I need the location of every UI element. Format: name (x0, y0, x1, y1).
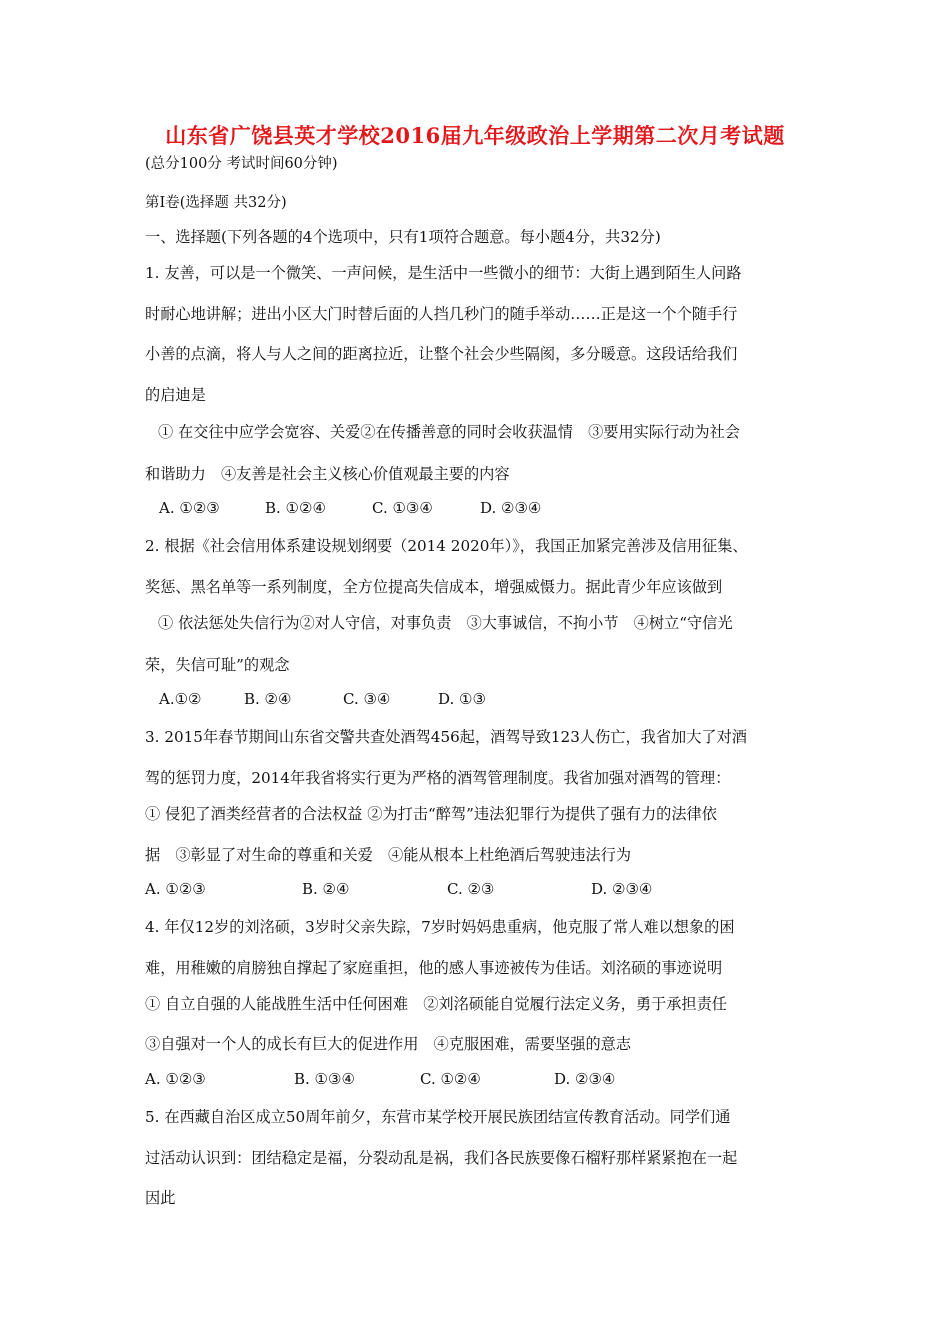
option-a: A. ①②③ (145, 880, 206, 898)
exam-info: (总分100分 考试时间60分钟) (145, 156, 338, 172)
question-1-text: 小善的点滴，将人与人之间的距离拉近，让整个社会少些隔阂，多分暖意。这段话给我们 (145, 345, 738, 363)
question-1-statements: ① 在交往中应学会宽容、关爱②在传播善意的同时会收获温情 ③要用实际行动为社会 (158, 423, 740, 441)
option-c: C. ①③④ (372, 499, 433, 517)
question-3-text: 3. 2015年春节期间山东省交警共查处酒驾456起，酒驾导致123人伤亡，我省加大了对酒 (145, 728, 747, 746)
question-2-statements: ① 依法惩处失信行为②对人守信，对事负责 ③大事诚信，不拘小节 ④树立“守信光 (158, 614, 733, 632)
question-1-text: 的启迪是 (145, 386, 206, 404)
question-3-text: 驾的惩罚力度，2014年我省将实行更为严格的酒驾管理制度。我省加强对酒驾的管理： (145, 769, 731, 787)
question-1-text: 1. 友善，可以是一个微笑、一声问候，是生活中一些微小的细节：大街上遇到陌生人问路 (145, 264, 742, 282)
question-3-statements: ① 侵犯了酒类经营者的合法权益 ②为打击“醉驾”违法犯罪行为提供了强有力的法律依 (145, 805, 717, 823)
question-2-statements: 荣，失信可耻”的观念 (145, 656, 290, 674)
option-c: C. ②③ (447, 880, 495, 898)
question-4-text: 难，用稚嫩的肩膀独自撑起了家庭重担，他的感人事迹被传为佳话。刘洺硕的事迹说明 (145, 959, 723, 977)
option-a: A. ①②③ (159, 499, 220, 517)
question-4-statements: ③自强对一个人的成长有巨大的促进作用 ④克服困难，需要坚强的意志 (145, 1035, 631, 1053)
question-5-text: 因此 (145, 1189, 176, 1207)
option-c: C. ①②④ (420, 1070, 481, 1088)
part-heading: 第Ⅰ卷(选择题 共32分) (145, 195, 287, 211)
question-4-statements: ① 自立自强的人能战胜生活中任何困难 ②刘洺硕能自觉履行法定义务，勇于承担责任 (145, 995, 727, 1013)
option-a: A. ①②③ (145, 1070, 206, 1088)
question-1-text: 时耐心地讲解；进出小区大门时替后面的人挡几秒门的随手举动……正是这一个个随手行 (145, 305, 738, 323)
question-5-text: 5. 在西藏自治区成立50周年前夕，东营市某学校开展民族团结宣传教育活动。同学们通 (145, 1108, 731, 1126)
question-4-text: 4. 年仅12岁的刘洺硕，3岁时父亲失踪，7岁时妈妈患重病，他克服了常人难以想象的困 (145, 918, 735, 936)
option-d: D. ②③④ (554, 1070, 616, 1088)
option-d: D. ②③④ (480, 499, 542, 517)
question-2-text: 奖惩、黑名单等一系列制度，全方位提高失信成本，增强威慑力。据此青少年应该做到 (145, 578, 723, 596)
option-d: D. ①③ (438, 690, 486, 708)
option-b: B. ①③④ (294, 1070, 355, 1088)
question-5-text: 过活动认识到：团结稳定是福，分裂动乱是祸，我们各民族要像石榴籽那样紧紧抱在一起 (145, 1149, 738, 1167)
option-c: C. ③④ (343, 690, 391, 708)
option-b: B. ①②④ (265, 499, 326, 517)
option-a: A.①② (159, 690, 202, 708)
option-d: D. ②③④ (591, 880, 653, 898)
section-heading: 一、选择题(下列各题的4个选项中，只有1项符合题意。每小题4分，共32分) (145, 228, 661, 246)
page-title: 山东省广饶县英才学校2016届九年级政治上学期第二次月考试题 (165, 123, 785, 148)
option-b: B. ②④ (302, 880, 350, 898)
question-2-text: 2. 根据《社会信用体系建设规划纲要（2014 2020年）》，我国正加紧完善涉及信用征集、 (145, 537, 748, 555)
option-b: B. ②④ (244, 690, 292, 708)
question-3-statements: 据 ③彰显了对生命的尊重和关爱 ④能从根本上杜绝酒后驾驶违法行为 (145, 846, 631, 864)
question-1-statements: 和谐助力 ④友善是社会主义核心价值观最主要的内容 (145, 465, 510, 483)
